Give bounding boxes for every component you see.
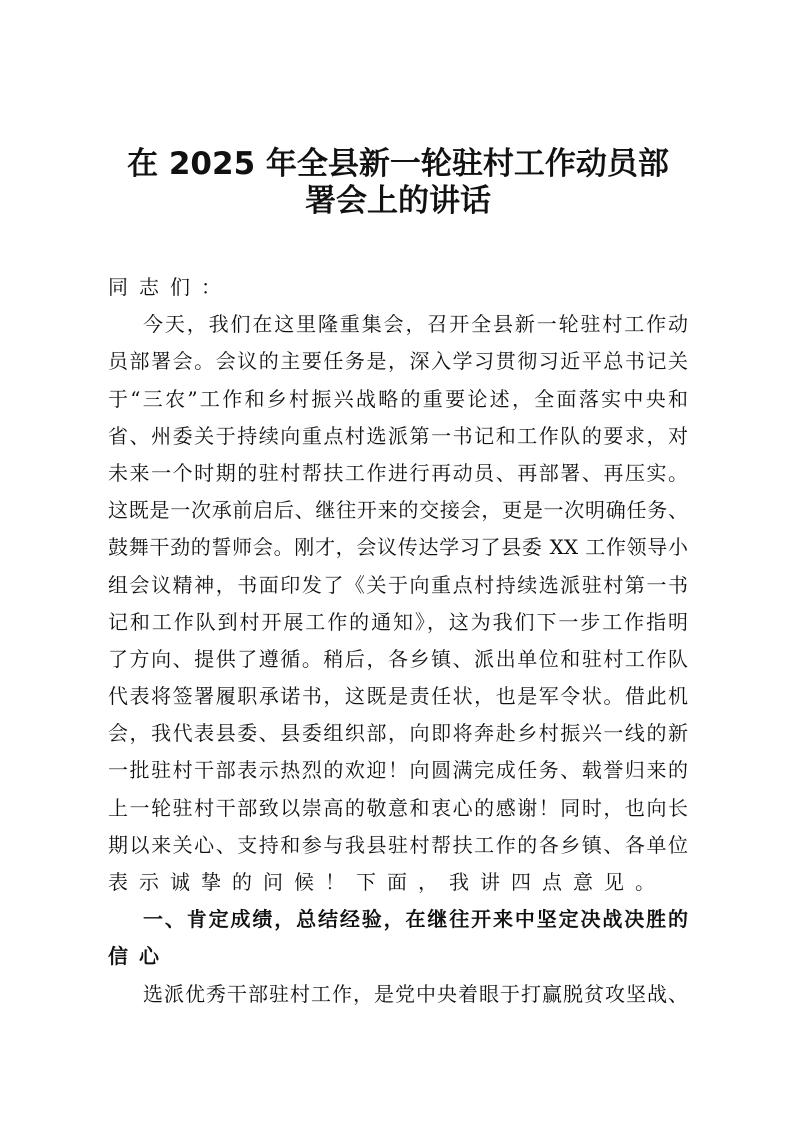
title-line: 在 2025 年全县新一轮驻村工作动员部 — [127, 146, 669, 182]
text-line: 未来一个时期的驻村帮扶工作进行再动员、再部署、再压实。 — [108, 460, 688, 485]
paragraph-section-1 — [108, 976, 688, 1013]
text-line: 这既是一次承前启后、继往开来的交接会，更是一次明确任务、 — [108, 498, 688, 523]
text-line: 鼓舞干劲的誓师会。刚才，会议传达学习了县委 XX 工作领导小 — [108, 535, 688, 560]
text-line: 选派优秀干部驻村工作，是党中央着眼于打赢脱贫攻坚战、 — [143, 981, 688, 1006]
title-line: 署会上的讲话 — [305, 183, 491, 219]
text-line: 了方向、提供了遵循。稍后，各乡镇、派出单位和驻村工作队 — [108, 646, 688, 671]
salutation: 同志们： — [108, 275, 232, 299]
document-body — [108, 269, 688, 1013]
text-line: 省、州委关于持续向重点村选派第一书记和工作队的要求，对 — [108, 423, 688, 448]
text-line: 记和工作队到村开展工作的通知》，这为我们下一步工作指明 — [108, 609, 688, 634]
heading-line: 一、肯定成绩，总结经验，在继往开来中坚定决战决胜的 — [143, 907, 688, 932]
heading-line: 信心 — [108, 944, 170, 969]
text-line: 员部署会。会议的主要任务是，深入学习贯彻习近平总书记关 — [108, 349, 688, 374]
text-line: 代表将签署履职承诺书，这既是责任状，也是军令状。借此机 — [108, 684, 688, 709]
text-line: 于“三农”工作和乡村振兴战略的重要论述，全面落实中央和 — [108, 386, 688, 411]
text-line: 会，我代表县委、县委组织部，向即将奔赴乡村振兴一线的新 — [108, 721, 688, 746]
text-line: 上一轮驻村干部致以崇高的敬意和衷心的感谢！同时，也向长 — [108, 795, 688, 820]
text-line: 今天，我们在这里隆重集会，召开全县新一轮驻村工作动 — [143, 312, 688, 337]
section-heading-1 — [108, 901, 688, 975]
text-line: 组会议精神，书面印发了《关于向重点村持续选派驻村第一书 — [108, 572, 688, 597]
paragraph-opening — [108, 306, 688, 901]
text-line: 期以来关心、支持和参与我县驻村帮扶工作的各乡镇、各单位 — [108, 832, 688, 857]
text-line: 一批驻村干部表示热烈的欢迎！向圆满完成任务、载誉归来的 — [108, 758, 688, 783]
document-title — [100, 146, 696, 220]
text-line: 表示诚挚的问候！下面，我讲四点意见。 — [108, 870, 666, 894]
